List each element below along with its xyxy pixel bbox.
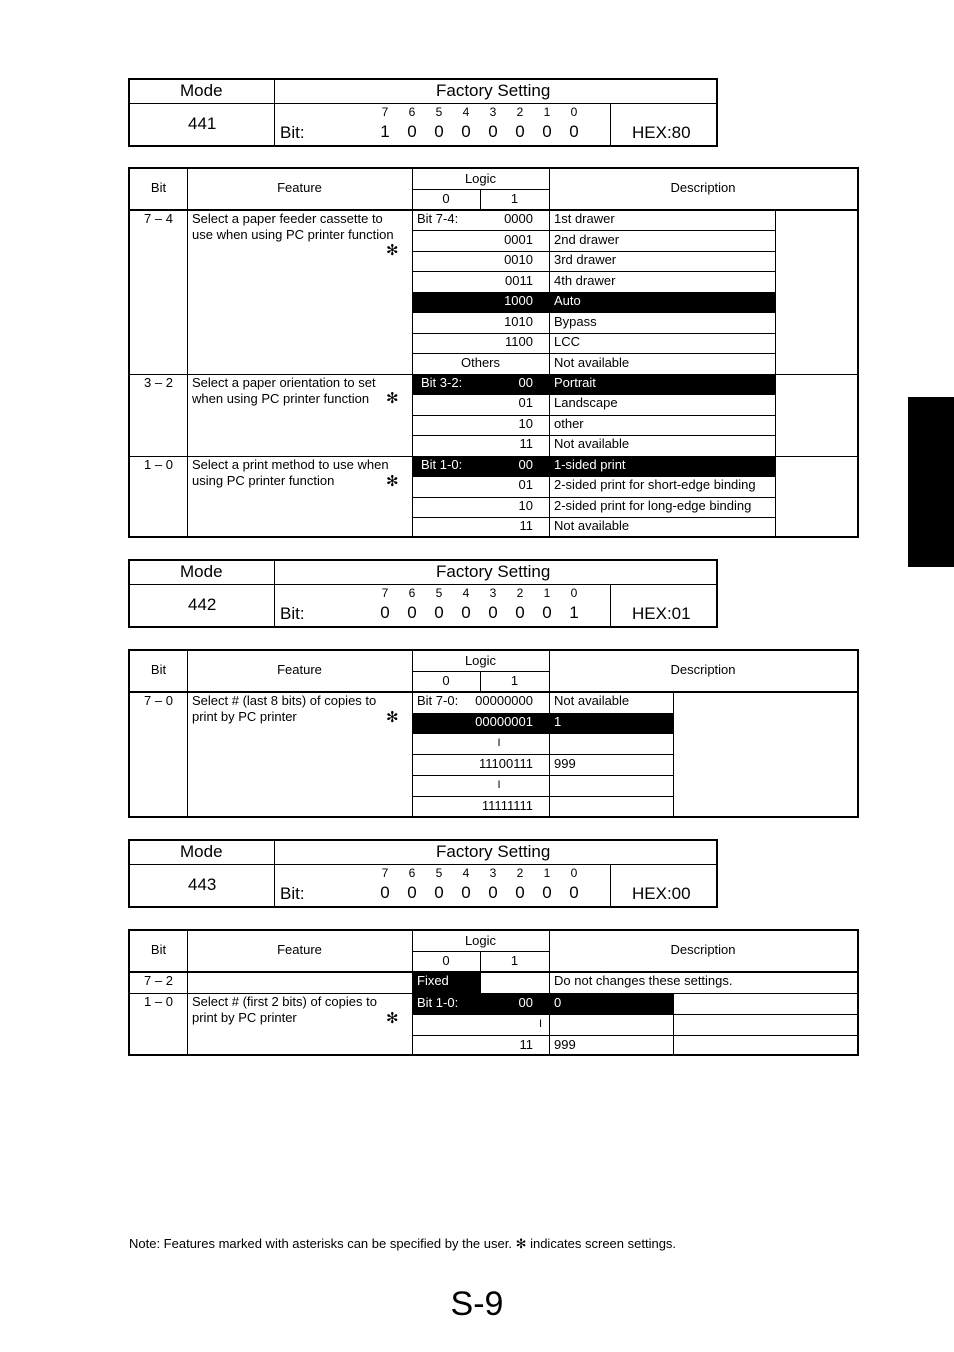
hex-value: HEX:01 [632, 604, 691, 623]
bit-num: 2 [516, 586, 524, 600]
logic-code: 10 [518, 498, 533, 513]
logic-desc: 1-sided print [554, 457, 626, 472]
logic-desc: Landscape [554, 395, 618, 410]
bit-label: Bit: [280, 884, 305, 903]
bit-num: 3 [489, 586, 497, 600]
bit-value: 0 [407, 883, 417, 902]
logic-prefix: Bit 7-0: [417, 693, 459, 708]
bit-num: 5 [435, 105, 443, 119]
bit-value: 0 [515, 603, 525, 622]
bit-label: Bit: [280, 123, 305, 142]
asterisk-icon: ✻ [386, 1010, 399, 1027]
row-feature: Select a paper feeder cassette to [192, 211, 383, 226]
bit-value: 0 [380, 883, 390, 902]
mode-number: 441 [188, 114, 217, 133]
header-logic-1: 1 [510, 953, 519, 968]
factory-setting-label: Factory Setting [436, 842, 551, 861]
header-feature: Feature [277, 662, 322, 677]
logic-code: 11 [519, 1037, 533, 1052]
bit-value: 0 [488, 883, 498, 902]
logic-code: 1010 [504, 314, 533, 329]
bit-num: 7 [381, 586, 389, 600]
logic-code: 01 [518, 477, 533, 492]
logic-desc: Not available [554, 436, 630, 451]
bit-value: 0 [407, 122, 417, 141]
bit-value: 0 [461, 603, 471, 622]
bit-num: 0 [570, 866, 578, 880]
row-feature: Select a paper orientation to set [192, 375, 376, 390]
logic-prefix: Bit 1-0: [417, 995, 459, 1010]
bit-num: 7 [381, 105, 389, 119]
bit-num: 1 [543, 586, 551, 600]
row-feature: print by PC printer [192, 709, 297, 724]
bit-num: 4 [462, 105, 470, 119]
logic-desc: 0 [554, 995, 562, 1010]
logic-code: 0010 [504, 252, 533, 267]
bit-value: 0 [434, 603, 444, 622]
header-description: Description [670, 180, 736, 195]
asterisk-icon: ✻ [386, 709, 399, 726]
mode-442-table [128, 649, 859, 818]
hex-value: HEX:80 [632, 123, 691, 142]
bit-num: 6 [408, 105, 416, 119]
logic-code: 10 [518, 416, 533, 431]
row-bit: 7 – 2 [144, 973, 173, 988]
row-bit: 1 – 0 [144, 994, 173, 1009]
bit-value: 0 [407, 603, 417, 622]
logic-code: 11111111 [481, 798, 533, 813]
bit-value: 0 [434, 883, 444, 902]
logic-desc: 2-sided print for long-edge binding [554, 498, 752, 513]
logic-desc: LCC [554, 334, 581, 349]
logic-code: I [497, 779, 501, 791]
mode-number: 442 [188, 595, 217, 614]
logic-code: 11100111 [479, 756, 533, 771]
logic-code: 00000001 [475, 714, 533, 729]
asterisk-icon: ✻ [386, 242, 399, 259]
bit-value: 0 [461, 883, 471, 902]
bit-num: 7 [381, 866, 389, 880]
header-bit: Bit [150, 180, 167, 195]
logic-code: 1000 [504, 293, 533, 308]
bit-value: 0 [515, 883, 525, 902]
header-bit: Bit [150, 662, 167, 677]
bit-value: 0 [569, 883, 579, 902]
bit-num: 3 [489, 105, 497, 119]
logic-desc: 2nd drawer [554, 232, 620, 247]
asterisk-icon: ✻ [386, 390, 399, 407]
bit-value: 0 [380, 603, 390, 622]
mode-441-table [128, 167, 859, 538]
footnote: Note: Features marked with asterisks can be specified by the user. ✻ indicates screen settings. [129, 1236, 677, 1251]
bit-label: Bit: [280, 604, 305, 623]
row-bit: 3 – 2 [144, 375, 173, 390]
logic-desc: 999 [554, 756, 576, 771]
row-bit: 7 – 4 [144, 211, 173, 226]
logic-code: 00 [518, 457, 533, 472]
bit-num: 3 [489, 866, 497, 880]
bit-num: 6 [408, 586, 416, 600]
row-feature: Select # (first 2 bits) of copies to [192, 994, 377, 1009]
bit-value: 0 [488, 603, 498, 622]
mode-label: Mode [180, 562, 223, 581]
header-logic-1: 1 [510, 191, 519, 206]
bit-num: 4 [462, 866, 470, 880]
header-logic: Logic [464, 933, 497, 948]
header-logic-0: 0 [442, 953, 450, 968]
header-logic: Logic [464, 171, 497, 186]
logic-code: Others [460, 355, 500, 370]
asterisk-icon: ✻ [386, 473, 399, 490]
bit-value: 0 [434, 122, 444, 141]
section-tab [908, 397, 954, 567]
bit-value: 1 [380, 122, 390, 141]
factory-setting-label: Factory Setting [436, 562, 551, 581]
logic-code: 0001 [504, 232, 533, 247]
row-bit: 1 – 0 [144, 457, 173, 472]
mode-441-header [128, 78, 718, 147]
row-feature: using PC printer function [192, 473, 335, 488]
logic-prefix: Bit 1-0: [421, 457, 463, 472]
logic-desc: 1st drawer [554, 211, 615, 226]
bit-num: 0 [570, 586, 578, 600]
logic-desc: 4th drawer [554, 273, 616, 288]
logic-code: 11 [519, 436, 533, 451]
logic-code: 0011 [505, 273, 533, 288]
logic-code: 00 [518, 375, 533, 390]
logic-fixed: Fixed [417, 973, 449, 988]
logic-code: 11 [519, 518, 533, 533]
bit-value: 0 [542, 883, 552, 902]
header-logic-0: 0 [442, 673, 450, 688]
mode-443-header [128, 839, 718, 908]
bit-num: 5 [435, 586, 443, 600]
logic-desc: Do not changes these settings. [554, 973, 733, 988]
logic-code: 01 [518, 395, 533, 410]
logic-prefix: Bit 3-2: [421, 375, 463, 390]
logic-code: 00 [518, 995, 533, 1010]
page-number: S-9 [450, 1285, 504, 1323]
mode-label: Mode [180, 81, 223, 100]
logic-code: I [538, 1018, 542, 1030]
bit-num: 2 [516, 105, 524, 119]
mode-number: 443 [188, 875, 217, 894]
logic-desc: Not available [554, 518, 630, 533]
logic-desc: Not available [554, 693, 630, 708]
header-description: Description [670, 662, 736, 677]
bit-num: 6 [408, 866, 416, 880]
header-logic-1: 1 [510, 673, 519, 688]
header-feature: Feature [277, 942, 322, 957]
logic-desc: Auto [554, 293, 581, 308]
row-feature: Select a print method to use when [192, 457, 389, 472]
row-feature: use when using PC printer function [192, 227, 394, 242]
logic-desc: 1 [554, 714, 562, 729]
header-logic-0: 0 [442, 191, 450, 206]
bit-num: 1 [543, 866, 551, 880]
logic-desc: Portrait [554, 375, 596, 390]
bit-value: 0 [488, 122, 498, 141]
header-feature: Feature [277, 180, 322, 195]
logic-desc: Bypass [554, 314, 597, 329]
bit-num: 4 [462, 586, 470, 600]
bit-value: 0 [461, 122, 471, 141]
logic-desc: 2-sided print for short-edge binding [554, 477, 756, 492]
bit-num: 1 [543, 105, 551, 119]
mode-442-header [128, 559, 718, 628]
header-bit: Bit [150, 942, 167, 957]
logic-code: 00000000 [475, 693, 533, 708]
logic-code: 0000 [504, 211, 533, 226]
logic-desc: 999 [554, 1037, 576, 1052]
factory-setting-label: Factory Setting [436, 81, 551, 100]
logic-code: 1100 [505, 334, 533, 349]
logic-prefix: Bit 7-4: [417, 211, 459, 226]
row-feature: Select # (last 8 bits) of copies to [192, 693, 377, 708]
row-feature: print by PC printer [192, 1010, 297, 1025]
mode-label: Mode [180, 842, 223, 861]
hex-value: HEX:00 [632, 884, 691, 903]
header-logic: Logic [464, 653, 497, 668]
bit-value: 0 [569, 122, 579, 141]
bit-value: 0 [542, 603, 552, 622]
logic-desc: 3rd drawer [554, 252, 617, 267]
bit-value: 1 [569, 603, 579, 622]
mode-443-table [128, 929, 859, 1056]
bit-num: 5 [435, 866, 443, 880]
logic-code: I [497, 737, 501, 749]
bit-value: 0 [542, 122, 552, 141]
row-feature: when using PC printer function [192, 391, 370, 406]
bit-num: 0 [570, 105, 578, 119]
bit-value: 0 [515, 122, 525, 141]
header-description: Description [670, 942, 736, 957]
logic-desc: Not available [554, 355, 630, 370]
row-bit: 7 – 0 [144, 693, 173, 708]
bit-num: 2 [516, 866, 524, 880]
logic-desc: other [554, 416, 584, 431]
